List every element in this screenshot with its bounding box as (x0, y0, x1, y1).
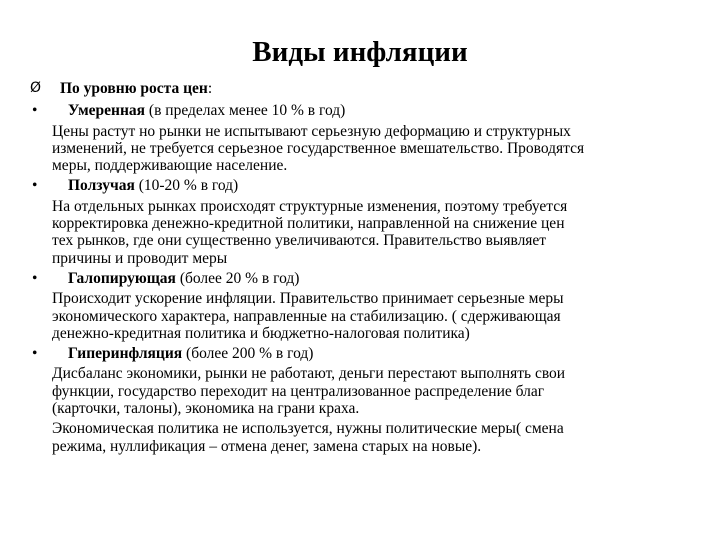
section-heading (30, 80, 680, 97)
inflation-type-term: Гиперинфляция (68, 345, 183, 363)
inflation-type-moderate (30, 102, 680, 174)
description-line: функции, государство переходит на централизованное распределение благ (52, 382, 545, 400)
inflation-type-range: (более 20 % в год) (175, 269, 300, 287)
inflation-type-range: (более 200 % в год) (182, 345, 314, 363)
inflation-type-range: (в пределах менее 10 % в год) (145, 102, 346, 120)
bullet-icon: • (32, 102, 38, 120)
description-line: изменений, не требуется серьезное государственное вмешательство. Проводятся (52, 139, 585, 157)
bullet-icon: • (32, 177, 38, 195)
description-line: (карточки, талоны), экономика на грани краха. (52, 400, 360, 418)
section-heading-suffix: : (207, 80, 213, 97)
inflation-type-heading (30, 177, 680, 194)
inflation-type-hyperinflation (30, 345, 680, 455)
inflation-type-term: Ползучая (68, 177, 135, 195)
inflation-type-range: (10-20 % в год) (134, 177, 239, 195)
inflation-type-creeping (30, 177, 680, 266)
description-line: тех рынков, где они существенно увеличиваются. Правительство выявляет (52, 232, 547, 250)
description-line: На отдельных рынках происходят структурные изменения, поэтому требуется (52, 197, 568, 215)
description-paragraph (30, 198, 680, 267)
slide-content (30, 80, 680, 458)
description-line: Цены растут но рынки не испытывают серьезную деформацию и структурных (52, 122, 571, 140)
description-line: экономического характера, направленные на стабилизацию. ( сдерживающая (52, 307, 561, 325)
arrow-bullet-icon: Ø (30, 80, 42, 96)
description-line: денежно-кредитная политика и бюджетно-налоговая политика) (52, 324, 470, 342)
description-line: Экономическая политика не используется, нужны политические меры( смена (52, 420, 564, 438)
description-line: меры, поддерживающие население. (52, 157, 288, 175)
description-line: режима, нуллификация – отмена денег, замена старых на новые). (52, 437, 482, 455)
description-paragraph (30, 420, 680, 455)
inflation-type-galloping (30, 270, 680, 342)
inflation-type-term: Умеренная (68, 102, 146, 120)
description-line: корректировка денежно-кредитной политики, направленной на снижение цен (52, 215, 565, 233)
slide-title: Виды инфляции (252, 36, 468, 68)
description-paragraph (30, 290, 680, 342)
bullet-icon: • (32, 345, 38, 363)
description-line: Дисбаланс экономики, рынки не работают, деньги перестают выполнять свои (52, 365, 566, 383)
description-paragraph (30, 365, 680, 417)
inflation-type-heading (30, 102, 680, 119)
description-paragraph (30, 123, 680, 175)
inflation-type-heading (30, 345, 680, 362)
inflation-type-term: Галопирующая (68, 269, 176, 287)
description-line: причины и проводит меры (52, 249, 228, 267)
section-heading-label: По уровню роста цен (60, 80, 208, 97)
description-line: Происходит ускорение инфляции. Правительство принимает серьезные меры (52, 290, 564, 308)
bullet-icon: • (32, 269, 38, 287)
inflation-type-heading (30, 270, 680, 287)
